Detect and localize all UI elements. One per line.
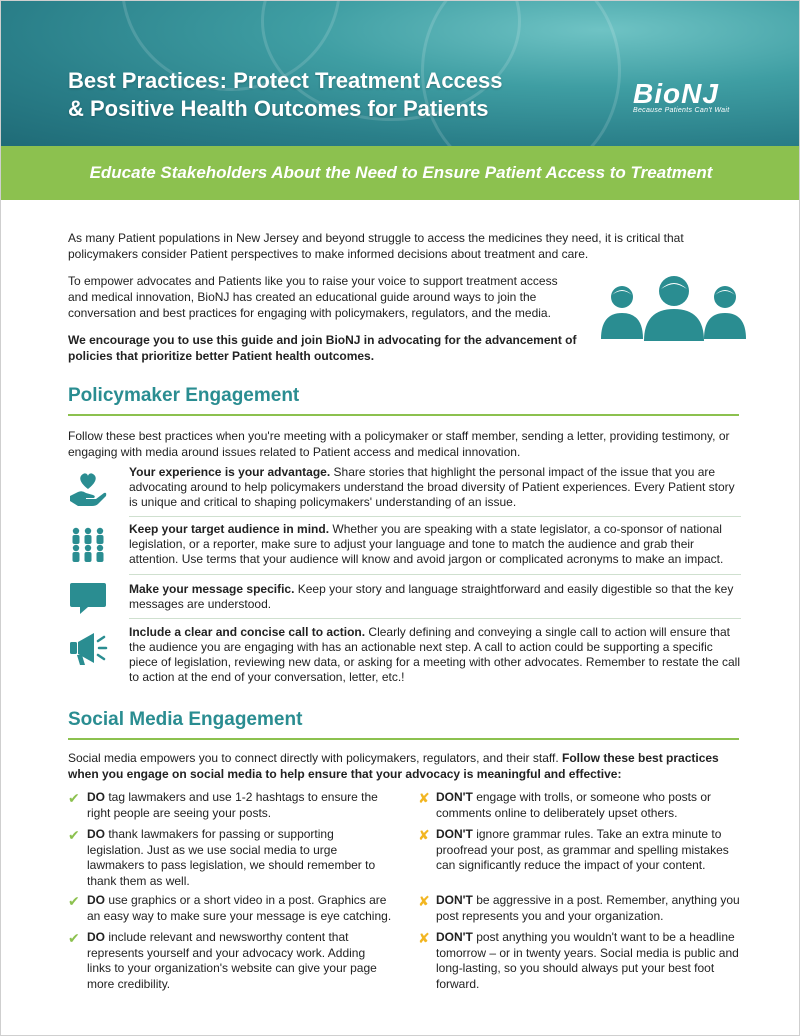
audience-icon <box>68 525 108 565</box>
do-item: DO tag lawmakers and use 1-2 hashtags to ensure the right people are seeing your posts. <box>87 790 378 820</box>
check-icon: ✔ <box>68 930 80 946</box>
section-divider <box>68 414 739 416</box>
header-banner <box>1 1 800 146</box>
best-practice-item: Keep your target audience in mind. Whether you are speaking with a state legislator, a co-sponsor of national legislation, or a reporter, make sure to adjust your language and tone to match the audience and grab their attention. Use terms that your audience will know and avoid jargon or complicated acronyms to make an impact. <box>129 522 724 566</box>
dont-item: DON'T ignore grammar rules. Take an extra minute to proofread your post, as grammar and spelling mistakes can significantly reduce the impact of your content. <box>436 827 729 872</box>
intro-paragraph-2: To empower advocates and Patients like you to raise your voice to support treatment access and medical innovation, BioNJ has created an educational guide around ways to join the conversation and best practices for engaging with policymakers, regulators, and the media. <box>68 274 558 320</box>
megaphone-icon <box>68 629 108 669</box>
intro-paragraph-1: As many Patient populations in New Jersey and beyond struggle to access the medicines they need, it is critical that policymakers consider Patient perspectives to make informed decisions about treatment and care. <box>68 231 684 261</box>
dont-item: DON'T engage with trolls, or someone who posts or comments online to deliberately upset others. <box>436 790 711 820</box>
best-practice-item: Your experience is your advantage. Share stories that highlight the personal impact of the issue that you are advocating around to help policymakers understand the broad diversity of Patient experiences. Every Patient story is unique and critical to shaping policymakers' understanding of an issue. <box>129 465 735 509</box>
bionj-logo <box>633 79 729 114</box>
cross-icon: ✘ <box>418 893 430 909</box>
cross-icon: ✘ <box>418 930 430 946</box>
social-section-title: Social Media Engagement <box>68 709 303 730</box>
policymaker-section-title: Policymaker Engagement <box>68 385 300 406</box>
intro-paragraph-3: We encourage you to use this guide and join BioNJ in advocating for the advancement of policies that prioritize better Patient health outcomes. <box>68 333 577 363</box>
best-practice-item: Make your message specific. Keep your story and language straightforward and easily digestible so that the key messages are understood. <box>129 582 734 611</box>
item-separator <box>129 618 741 619</box>
people-group-icon <box>599 273 749 343</box>
logo-word: BioNJ <box>633 78 719 109</box>
logo-tagline: Because Patients Can't Wait <box>633 107 730 114</box>
heart-hand-icon <box>68 469 108 509</box>
item-separator <box>129 574 741 575</box>
do-item: DO include relevant and newsworthy content that represents yourself and your advocacy work. Adding links to your organization's website can give your page more credibility. <box>87 930 377 991</box>
do-item: DO thank lawmakers for passing or supporting legislation. Just as we use social media to urge lawmakers to pass legislation, we should remember to thank them as well. <box>87 827 376 888</box>
dont-item: DON'T be aggressive in a post. Remember, anything you post represents you and your organization. <box>436 893 740 923</box>
check-icon: ✔ <box>68 893 80 909</box>
best-practice-item: Include a clear and concise call to action. Clearly defining and conveying a single call to action will ensure that the audience you are engaging with has an actionable next step. A call to action could be supporting a specific piece of legislation, reviewing new data, or asking for a meeting with other advocates. Remember to restate the call to action at the end of your conversation, letter, etc.! <box>129 625 740 684</box>
policymaker-intro: Follow these best practices when you're meeting with a policymaker or staff member, sending a letter, providing testimony, or engaging with media around issues related to Patient access and medical innovation. <box>68 429 730 459</box>
section-divider <box>68 738 739 740</box>
speech-bubble-icon <box>68 579 108 619</box>
subtitle-banner <box>1 146 800 200</box>
check-icon: ✔ <box>68 827 80 843</box>
check-icon: ✔ <box>68 790 80 806</box>
do-item: DO use graphics or a short video in a post. Graphics are an easy way to make sure your message is eye catching. <box>87 893 392 923</box>
page-title: Best Practices: Protect Treatment Access & Positive Health Outcomes for Patients <box>68 68 503 121</box>
social-intro: Social media empowers you to connect directly with policymakers, regulators, and their staff. Follow these best practices when you engage on social media to help ensure that your advocacy is meaningful and effective: <box>68 751 719 781</box>
cross-icon: ✘ <box>418 790 430 806</box>
cross-icon: ✘ <box>418 827 430 843</box>
subtitle-text: Educate Stakeholders About the Need to Ensure Patient Access to Treatment <box>89 163 713 182</box>
dont-item: DON'T post anything you wouldn't want to be a headline tomorrow – or in twenty years. Social media is public and long-lasting, so you should always put your best foot forward. <box>436 930 739 991</box>
item-separator <box>129 516 741 517</box>
